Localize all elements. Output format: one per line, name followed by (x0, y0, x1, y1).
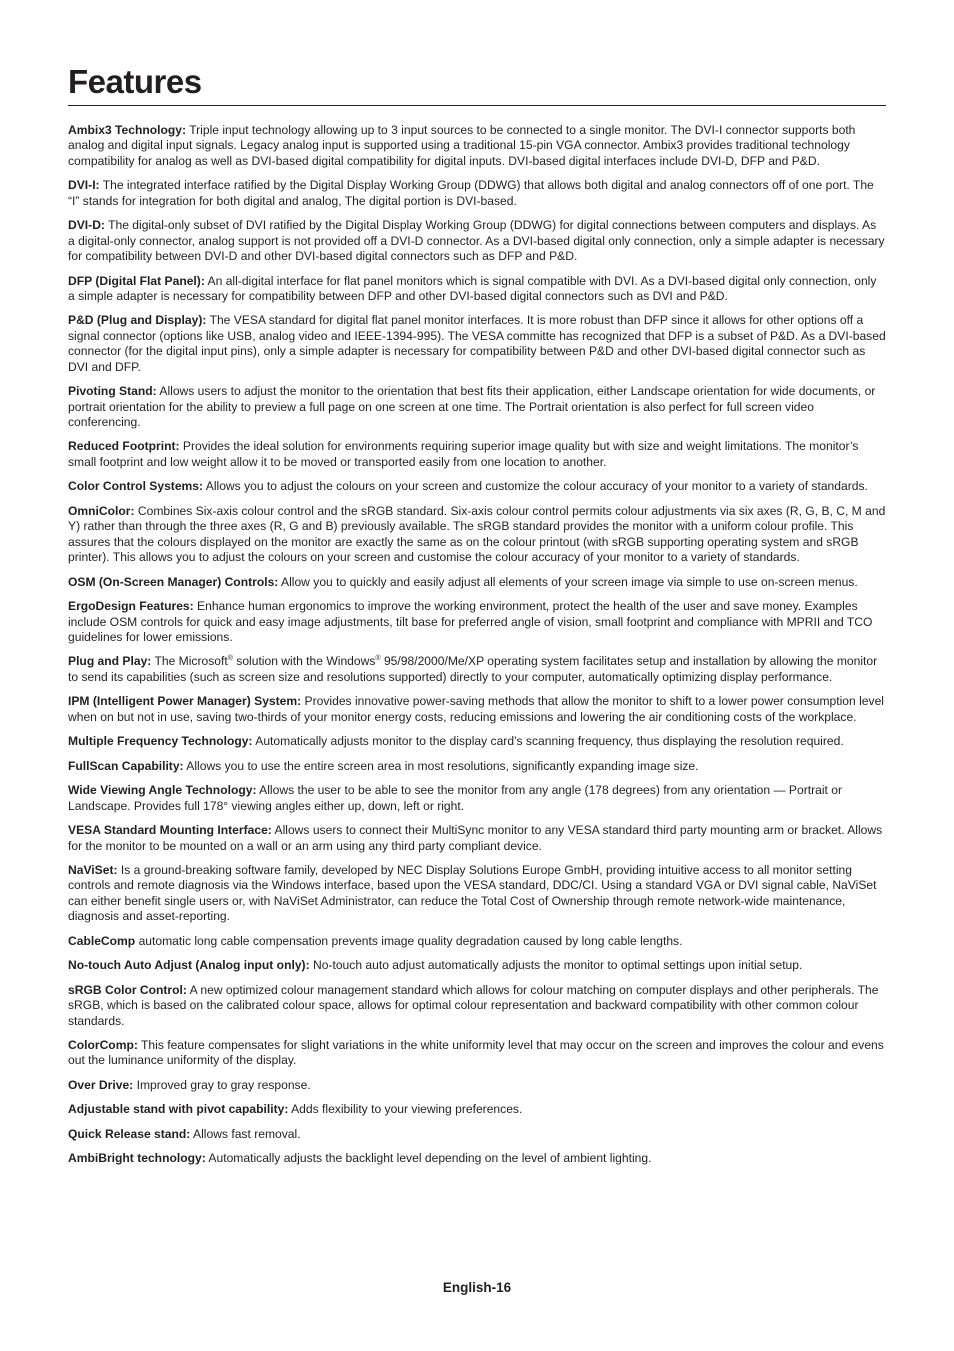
feature-description-cont: 95/98/2000/Me/XP operating system facilitates setup and installation by allowing the monitor to send its capabilities (such as screen size and resolutions supported) directly to your computer, automatically optimizing display performance. (68, 654, 878, 684)
document-page (68, 64, 886, 1176)
feature-description: Automatically adjusts monitor to the display card’s scanning frequency, thus displaying the resolution required. (252, 734, 844, 749)
feature-description: Allows fast removal. (190, 1126, 301, 1141)
feature-description: No-touch auto adjust automatically adjusts the monitor to optimal settings upon initial setup. (309, 958, 803, 973)
feature-vesa-mounting (68, 823, 886, 854)
feature-term: No-touch Auto Adjust (Analog input only): (68, 958, 310, 973)
feature-dfp (68, 274, 886, 305)
feature-term: ColorComp: (68, 1038, 138, 1053)
feature-term: DVI-I: (68, 178, 100, 193)
feature-description: Automatically adjusts the backlight level depending on the level of ambient lighting. (205, 1151, 652, 1166)
feature-term: FullScan Capability: (68, 758, 184, 773)
feature-description: automatic long cable compensation prevents image quality degradation caused by long cable lengths. (135, 933, 683, 948)
feature-term: DFP (Digital Flat Panel): (68, 273, 205, 288)
feature-term: OSM (On-Screen Manager) Controls: (68, 574, 279, 589)
feature-srgb-color-control (68, 983, 886, 1029)
feature-quick-release-stand (68, 1127, 886, 1142)
feature-description-cont: solution with the Windows (232, 654, 376, 669)
feature-color-control (68, 479, 886, 494)
feature-term: AmbiBright technology: (68, 1151, 206, 1166)
feature-plug-and-play (68, 654, 886, 685)
feature-term: Multiple Frequency Technology: (68, 734, 253, 749)
feature-description: Combines Six-axis colour control and the sRGB standard. Six-axis colour control permits colour adjustments via six axes (R, G, B, C, M and Y) rather than through the three axes (R, G and B) previously available. The sRGB standard provides the monitor with a uniform colour profile. This assures that the colours displayed on the monitor are exactly the same as on the colour printout (with sRGB supporting operating system and sRGB printer). This allows you to adjust the colours on your screen and customise the colour accuracy of your monitor to a variety of standards. (68, 503, 886, 565)
feature-term: Plug and Play: (68, 654, 152, 669)
feature-description: Provides innovative power-saving methods that allow the monitor to shift to a lower power consumption level when on but not in use, saving two-thirds of your monitor energy costs, reducing emissions and lowering the air conditioning costs of the workplace. (68, 694, 884, 724)
feature-term: Adjustable stand with pivot capability: (68, 1102, 289, 1117)
feature-ergodesign (68, 599, 886, 645)
feature-term: IPM (Intelligent Power Manager) System: (68, 694, 302, 709)
feature-description: Is a ground-breaking software family, developed by NEC Display Solutions Europe GmbH, providing intuitive access to all monitor setting controls and remote diagnosis via the Windows interface, based upon the VESA standard, DDC/CI. Using a standard VGA or DVI signal cable, NaViSet can either benefit single users or, with NaViSet Administrator, can reduce the Total Cost of Ownership through remote network-wide maintenance, diagnosis and asset-reporting. (68, 863, 877, 924)
registered-mark: ® (375, 655, 381, 663)
feature-description: This feature compensates for slight variations in the white uniformity level that may occur on the screen and improves the colour and evens out the luminance uniformity of the display. (68, 1038, 884, 1068)
feature-dvi-d (68, 218, 886, 264)
feature-description: Allows users to connect their MultiSync monitor to any VESA standard third party mounting arm or bracket. Allows for the monitor to be mounted on a wall or an arm using any third party compliant device. (68, 823, 883, 853)
feature-term: Wide Viewing Angle Technology: (68, 783, 257, 798)
feature-term: CableComp (68, 933, 136, 948)
feature-p-and-d (68, 313, 886, 375)
feature-adjustable-stand (68, 1102, 886, 1117)
feature-description: The integrated interface ratified by the Digital Display Working Group (DDWG) that allows both digital and analog connectors off of one port. The “I” stands for integration for both digital and analog, The digital portion is DVI-based. (68, 178, 874, 208)
feature-description: The digital-only subset of DVI ratified by the Digital Display Working Group (DDWG) for digital connections between computers and displays. As a digital-only connector, analog support is not provided off a DVI-D connector. As a DVI-based digital only connection, only a simple adapter is necessary for compatibility between DVI-D and other DVI-based digital connectors such as DFP and P&D. (68, 218, 885, 264)
feature-description: Allows you to use the entire screen area in most resolutions, significantly expanding image size. (183, 758, 699, 773)
feature-description: Provides the ideal solution for environments requiring superior image quality but with size and weight limitations. The monitor’s small footprint and low weight allow it to be moved or transported easily from one location to another. (68, 439, 859, 469)
feature-description: Allows users to adjust the monitor to the orientation that best fits their application, either Landscape orientation for wide documents, or portrait orientation for the ability to preview a full page on one screen at one time. The Portrait orientation is also perfect for full screen video conferencing. (68, 384, 876, 429)
feature-term: VESA Standard Mounting Interface: (68, 823, 272, 838)
feature-ambix3 (68, 123, 886, 169)
feature-term: NaViSet: (68, 863, 118, 878)
feature-pivoting-stand (68, 384, 886, 430)
feature-omnicolor (68, 504, 886, 566)
feature-reduced-footprint (68, 439, 886, 470)
feature-description: Improved gray to gray response. (133, 1077, 311, 1092)
feature-term: sRGB Color Control: (68, 982, 187, 997)
feature-colorcomp (68, 1038, 886, 1069)
feature-term: ErgoDesign Features: (68, 599, 194, 614)
feature-term: OmniColor: (68, 503, 135, 518)
feature-description: An all-digital interface for flat panel monitors which is signal compatible with DVI. As a DVI-based digital only connection, only a simple adapter is necessary for compatibility between DFP and other DVI-based digital connectors such as DVI and P&D. (68, 273, 877, 303)
feature-term: DVI-D: (68, 218, 105, 233)
feature-description: Allow you to quickly and easily adjust all elements of your screen image via simple to use on-screen menus. (278, 574, 858, 589)
feature-description: Adds flexibility to your viewing preferences. (288, 1102, 523, 1117)
feature-term: Reduced Footprint: (68, 439, 180, 454)
feature-naviset (68, 863, 886, 925)
feature-list (68, 123, 886, 1167)
feature-cablecomp (68, 934, 886, 949)
page-number: English-16 (442, 1280, 512, 1295)
feature-term: P&D (Plug and Display): (68, 313, 207, 328)
feature-term: Pivoting Stand: (68, 384, 157, 399)
feature-wide-viewing-angle (68, 783, 886, 814)
feature-description: The VESA standard for digital flat panel monitor interfaces. It is more robust than DFP since it allows for other options off a signal connector (options like USB, analog video and IEEE-1394-995). The VESA committe has recognized that DFP is a subset of P&D. As a DVI-based connector (for the digital input pins), only a simple adapter is necessary for compatibility between P&D and other DVI-based digital connector such as DVI and DFP. (68, 313, 886, 374)
feature-description: The Microsoft (151, 654, 228, 669)
feature-description: Enhance human ergonomics to improve the working environment, protect the health of the user and save money. Examples include OSM controls for quick and easy image adjustments, tilt base for preferred angle of vision, small footprint and compliance with MPRII and TCO guidelines for lower emissions. (68, 599, 873, 644)
feature-osm-controls (68, 575, 886, 590)
feature-no-touch-auto-adjust (68, 958, 886, 973)
feature-description: Allows the user to be able to see the monitor from any angle (178 degrees) from any orientation — Portrait or Landscape. Provides full 178° viewing angles either up, down, left or right. (68, 783, 842, 813)
feature-term: Over Drive: (68, 1077, 134, 1092)
feature-ambibright (68, 1151, 886, 1166)
registered-mark: ® (227, 655, 233, 663)
feature-over-drive (68, 1078, 886, 1093)
page-title: Features (68, 64, 886, 106)
feature-description: Allows you to adjust the colours on your screen and customize the colour accuracy of your monitor to a variety of standards. (203, 479, 868, 494)
feature-description: A new optimized colour management standard which allows for colour matching on computer displays and other peripherals. The sRGB, which is based on the calibrated colour space, allows for optimal colour representation and backward compatibility with other common colour standards. (68, 982, 879, 1028)
feature-term: Color Control Systems: (68, 479, 204, 494)
feature-dvi-i (68, 178, 886, 209)
feature-description: Triple input technology allowing up to 3 input sources to be connected to a single monitor. The DVI-I connector supports both analog and digital input signals. Legacy analog input is supported using a traditional 15-pin VGA connector. Ambix3 provides traditional technology compatibility for analog as well as DVI-based digital compatibility for digital inputs. DVI-based digital interfaces include DVI-D, DFP and P&D. (68, 123, 856, 168)
feature-multiple-frequency (68, 734, 886, 749)
feature-term: Ambix3 Technology: (68, 123, 187, 137)
feature-fullscan (68, 759, 886, 774)
feature-term: Quick Release stand: (68, 1126, 191, 1141)
feature-ipm (68, 694, 886, 725)
